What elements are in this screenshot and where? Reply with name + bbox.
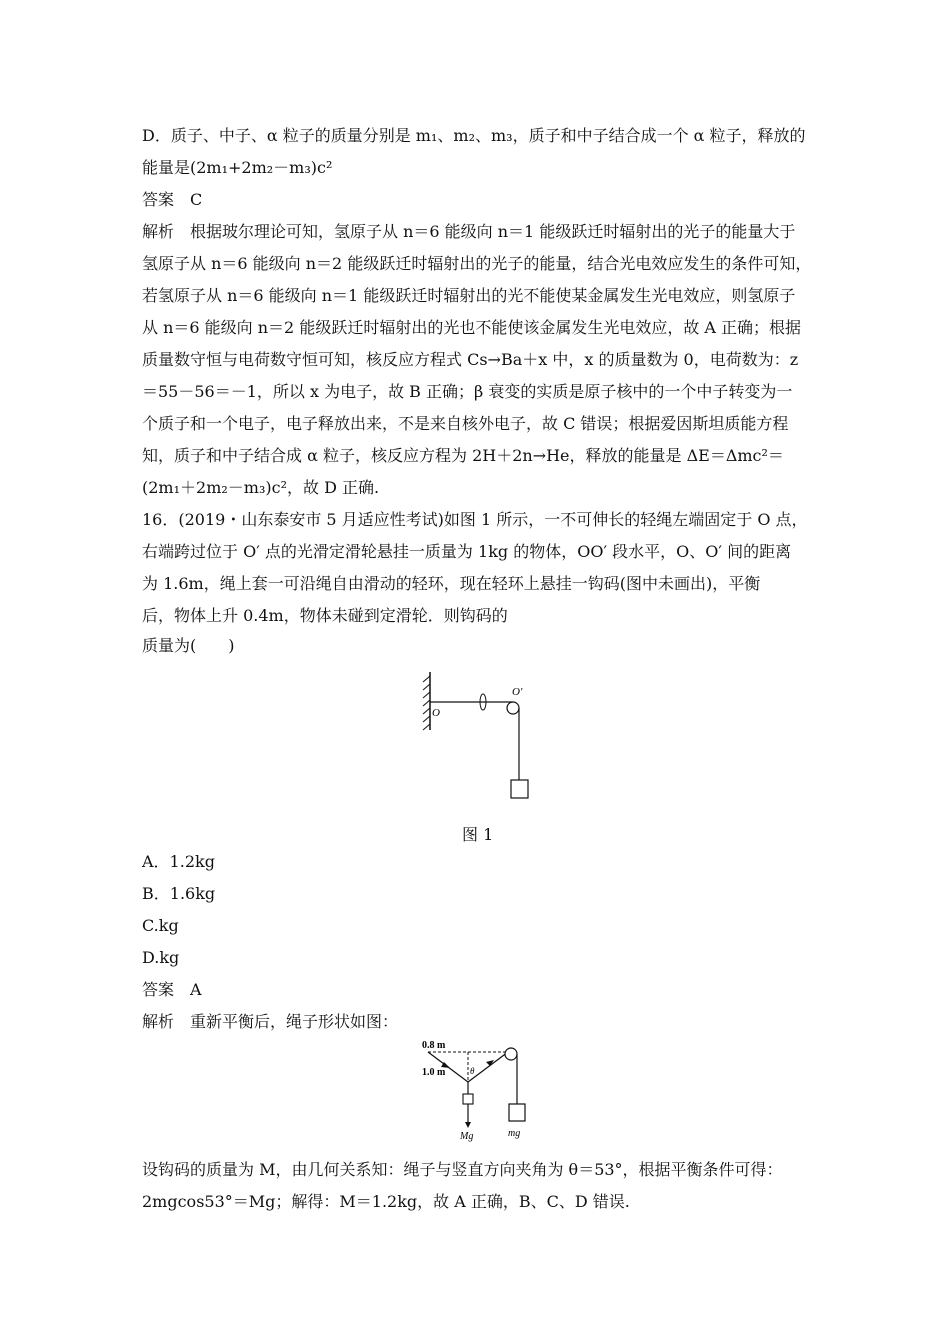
hook-weight xyxy=(463,1094,473,1104)
answer-label-2: 答案 A xyxy=(142,980,202,999)
label-mg: mg xyxy=(508,1128,521,1139)
analysis-line-4: 从 n＝6 能级向 n＝2 能级跃迁时辐射出的光也不能使该金属发生光电效应，故 A 正确；根据 xyxy=(142,318,802,337)
option-b: B．1.6kg xyxy=(142,884,216,903)
analysis-line-5: 质量数守恒与电荷数守恒可知，核反应方程式 Cs→Ba＋x 中，x 的质量数为 0，电荷数为：z xyxy=(142,350,799,369)
block-m xyxy=(509,1104,525,1121)
mg-arrowhead xyxy=(465,1122,471,1128)
question-16-line-2: 右端跨过位于 O′ 点的光滑定滑轮悬挂一质量为 1kg 的物体，OO′ 段水平，O、O′ 间的距离 xyxy=(142,542,792,561)
hanging-block xyxy=(511,780,528,798)
analysis-line-3: 若氢原子从 n＝6 能级向 n＝1 能级跃迁时辐射出的光不能使某金属发生光电效应，则氢原子 xyxy=(142,286,796,305)
figure-2-diagram xyxy=(420,1036,550,1146)
closing-line-1: 设钩码的质量为 M，由几何关系知：绳子与竖直方向夹角为 θ＝53°，根据平衡条件可得： xyxy=(142,1160,783,1179)
analysis-line-8: 知，质子和中子结合成 α 粒子，核反应方程为 2H＋2n→He，释放的能量是 ΔE＝Δmc²＝ xyxy=(142,446,784,465)
question-16-line-3: 为 1.6m，绳上套一可沿绳自由滑动的轻环，现在轻环上悬挂一钩码(图中未画出)，平衡 xyxy=(142,574,761,593)
figure-1-caption: 图 1 xyxy=(462,825,494,844)
text-line-option-d-cont: 能量是(2m₁+2m₂－m₃)c² xyxy=(142,158,333,177)
analysis-line-7: 个质子和一个电子，电子释放出来，不是来自核外电子，故 C 错误；根据爱因斯坦质能方程 xyxy=(142,414,789,433)
figure-1-diagram xyxy=(420,668,550,808)
pulley xyxy=(507,702,519,714)
analysis-line-2: 氢原子从 n＝6 能级向 n＝2 能级跃迁时辐射出的光子的能量，结合光电效应发生的条件可知， xyxy=(142,254,812,273)
label-0-8m: 0.8 m xyxy=(422,1040,446,1051)
text-line-option-d: D．质子、中子、α 粒子的质量分别是 m₁、m₂、m₃，质子和中子结合成一个 α 粒子，释放的 xyxy=(142,126,806,145)
label-1-0m: 1.0 m xyxy=(422,1067,446,1078)
analysis-2-intro: 解析 重新平衡后，绳子形状如图： xyxy=(142,1012,399,1031)
label-theta: θ xyxy=(470,1066,475,1076)
analysis-line-9: (2m₁＋2m₂－m₃)c²，故 D 正确. xyxy=(142,478,380,497)
option-a: A．1.2kg xyxy=(142,852,215,871)
analysis-line-6: ＝55－56＝－1，所以 x 为电子，故 B 正确；β 衰变的实质是原子核中的一个中子转变为一 xyxy=(142,382,793,401)
question-16-line-1: 16．(2019・山东泰安市 5 月适应性考试)如图 1 所示，一不可伸长的轻绳左端固定于 O 点， xyxy=(142,510,808,529)
label-o: O xyxy=(432,707,440,719)
pulley-2 xyxy=(505,1048,517,1060)
closing-line-2: 2mgcos53°＝Mg；解得：M＝1.2kg，故 A 正确，B、C、D 错误. xyxy=(142,1192,630,1211)
answer-label-1: 答案 C xyxy=(142,190,203,209)
option-d: D.kg xyxy=(142,948,180,967)
analysis-line-1: 解析 根据玻尔理论可知，氢原子从 n＝6 能级向 n＝1 能级跃迁时辐射出的光子的能量大于 xyxy=(142,222,796,241)
question-16-line-5: 质量为( ) xyxy=(142,636,235,655)
option-c: C.kg xyxy=(142,916,179,935)
label-Mg: Mg xyxy=(460,1131,474,1142)
question-16-line-4: 后，物体上升 0.4m，物体未碰到定滑轮．则钩码的 xyxy=(142,606,508,625)
label-o-prime: O′ xyxy=(512,686,523,698)
wall-hatch xyxy=(423,676,430,730)
